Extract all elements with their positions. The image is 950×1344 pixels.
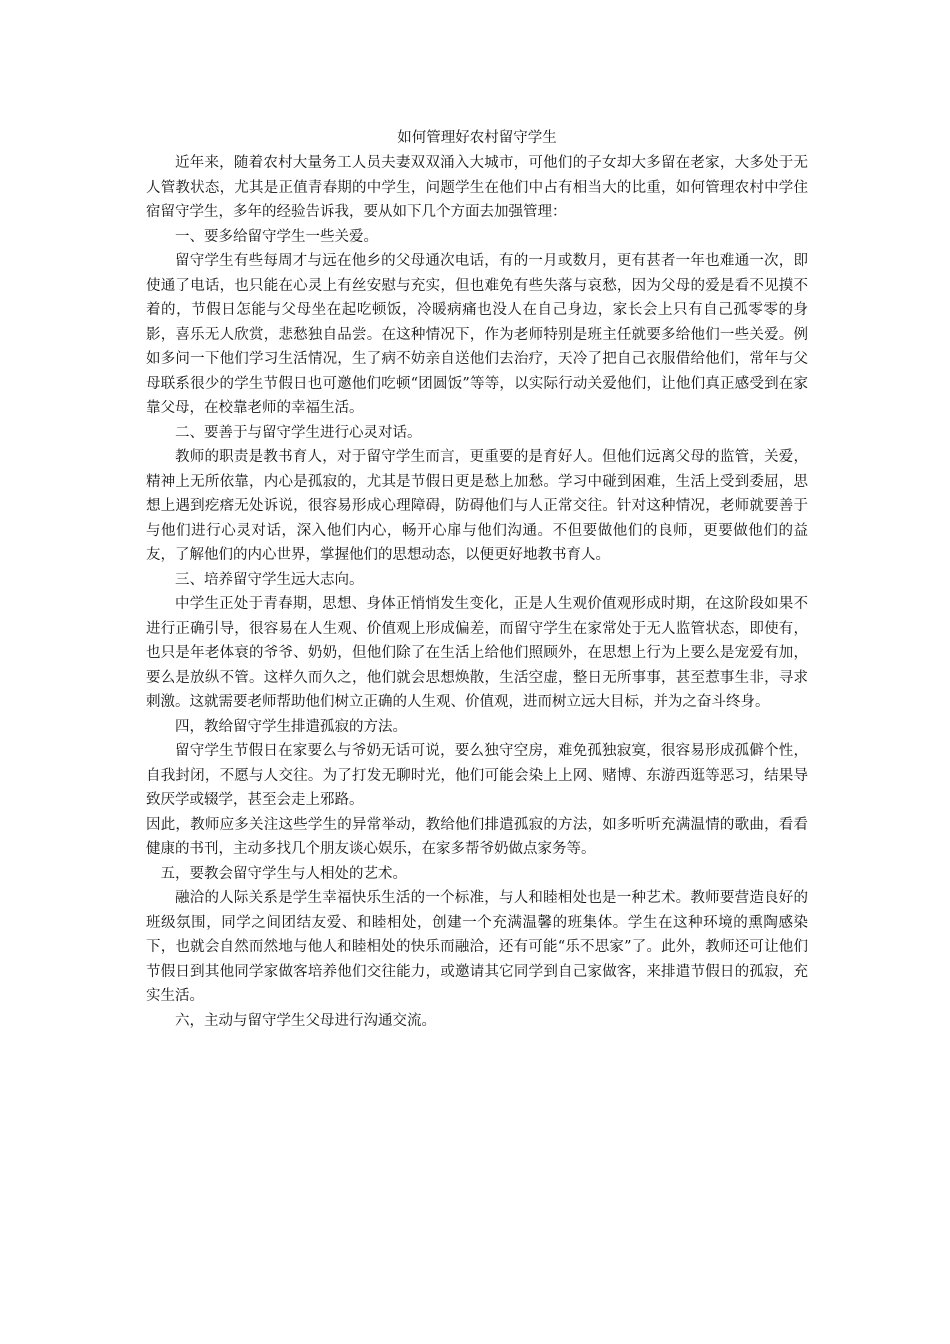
section-body-2: 教师的职责是教书育人，对于留守学生而言，更重要的是育好人。但他们远离父母的监管，关爱，精神上无所依靠，内心是孤寂的，尤其是节假日更是愁上加愁。学习中碰到困难，生活上受到委屈，思想上遇到疙瘩无处诉说，很容易形成心理障碍，防碍他们与人正常交往。针对这种情况，老师就要善于与他们进行心灵对话，深入他们内心，畅开心扉与他们沟通。不但要做他们的良师，更要做他们的益友，了解他们的内心世界，掌握他们的思想动态，以便更好地教书育人。 bbox=[146, 449, 808, 563]
section-body-3: 中学生正处于青春期，思想、身体正悄悄发生变化，正是人生观价值观形成时期，在这阶段如果不进行正确引导，很容易在人生观、价值观上形成偏差，而留守学生在家常处于无人监管状态，即使有，也只是年老体衰的爷爷、奶奶，但他们除了在生活上给他们照顾外，在思想上行为上要么是宠爱有加，要么是放纵不管。这样久而久之，他们就会思想焕散，生活空虚，整日无所事事，甚至惹事生非，寻求刺激。这就需要老师帮助他们树立正确的人生观、价值观，进而树立远大目标，并为之奋斗终身。 bbox=[146, 596, 808, 710]
section-heading-4: 四，教给留守学生排遣孤寂的方法。 bbox=[175, 718, 407, 735]
document-page bbox=[146, 126, 808, 1033]
intro-paragraph: 近年来，随着农村大量务工人员夫妻双双涌入大城市，可他们的子女却大多留在老家，大多处于无人管教状态，尤其是正值青春期的中学生，问题学生在他们中占有相当大的比重，如何管理农村中学住宿留守学生，多年的经验告诉我，要从如下几个方面去加强管理： bbox=[146, 155, 808, 220]
section-heading-2: 二、要善于与留守学生进行心灵对话。 bbox=[175, 424, 422, 441]
section-body-5: 融洽的人际关系是学生幸福快乐生活的一个标准，与人和睦相处也是一种艺术。教师要营造良好的班级氛围，同学之间团结友爱、和睦相处，创建一个充满温馨的班集体。学生在这种环境的熏陶感染下，也就会自然而然地与他人和睦相处的快乐而融洽，还有可能“乐不思家”了。此外，教师还可让他们节假日到其他同学家做客培养他们交往能力，或邀请其它同学到自己家做客，来排遣节假日的孤寂，充实生活。 bbox=[146, 890, 808, 1004]
section-body-4: 留守学生节假日在家要么与爷奶无话可说，要么独守空房，难免孤独寂寞，很容易形成孤僻个性，自我封闭，不愿与人交往。为了打发无聊时光，他们可能会染上上网、赌博、东游西逛等恶习，结果导致厌学或辍学，甚至会走上邪路。 bbox=[146, 743, 808, 808]
section-heading-1: 一、要多给留守学生一些关爱。 bbox=[175, 228, 378, 245]
section-body-1: 留守学生有些每周才与远在他乡的父母通次电话，有的一月或数月，更有甚者一年也难通一次，即使通了电话，也只能在心灵上有丝安慰与充实，但也难免有些失落与哀愁，因为父母的爱是看不见摸不着的，节假日怎能与父母坐在起吃顿饭，冷暖病痛也没人在自己身边，家长会上只有自己孤零零的身影，喜乐无人欣赏，悲愁独自品尝。在这种情况下，作为老师特别是班主任就要多给他们一些关爱。例如多问一下他们学习生活情况，生了病不妨亲自送他们去治疗，天冷了把自己衣服借给他们，常年与父母联系很少的学生节假日也可邀他们吃顿“团圆饭”等等，以实际行动关爱他们，让他们真正感受到在家靠父母，在校靠老师的幸福生活。 bbox=[146, 253, 808, 416]
section-heading-3: 三、培养留守学生远大志向。 bbox=[175, 571, 364, 588]
section-heading-5: 五，要教会留守学生与人相处的艺术。 bbox=[160, 865, 407, 882]
section-body-4-continued: 因此，教师应多关注这些学生的异常举动，教给他们排遣孤寂的方法，如多听听充满温情的歌曲，看看健康的书刊，主动多找几个朋友谈心娱乐，在家多帮爷奶做点家务等。 bbox=[146, 816, 808, 857]
section-heading-6: 六，主动与留守学生父母进行沟通交流。 bbox=[175, 1012, 436, 1029]
document-title: 如何管理好农村留守学生 bbox=[397, 130, 557, 146]
